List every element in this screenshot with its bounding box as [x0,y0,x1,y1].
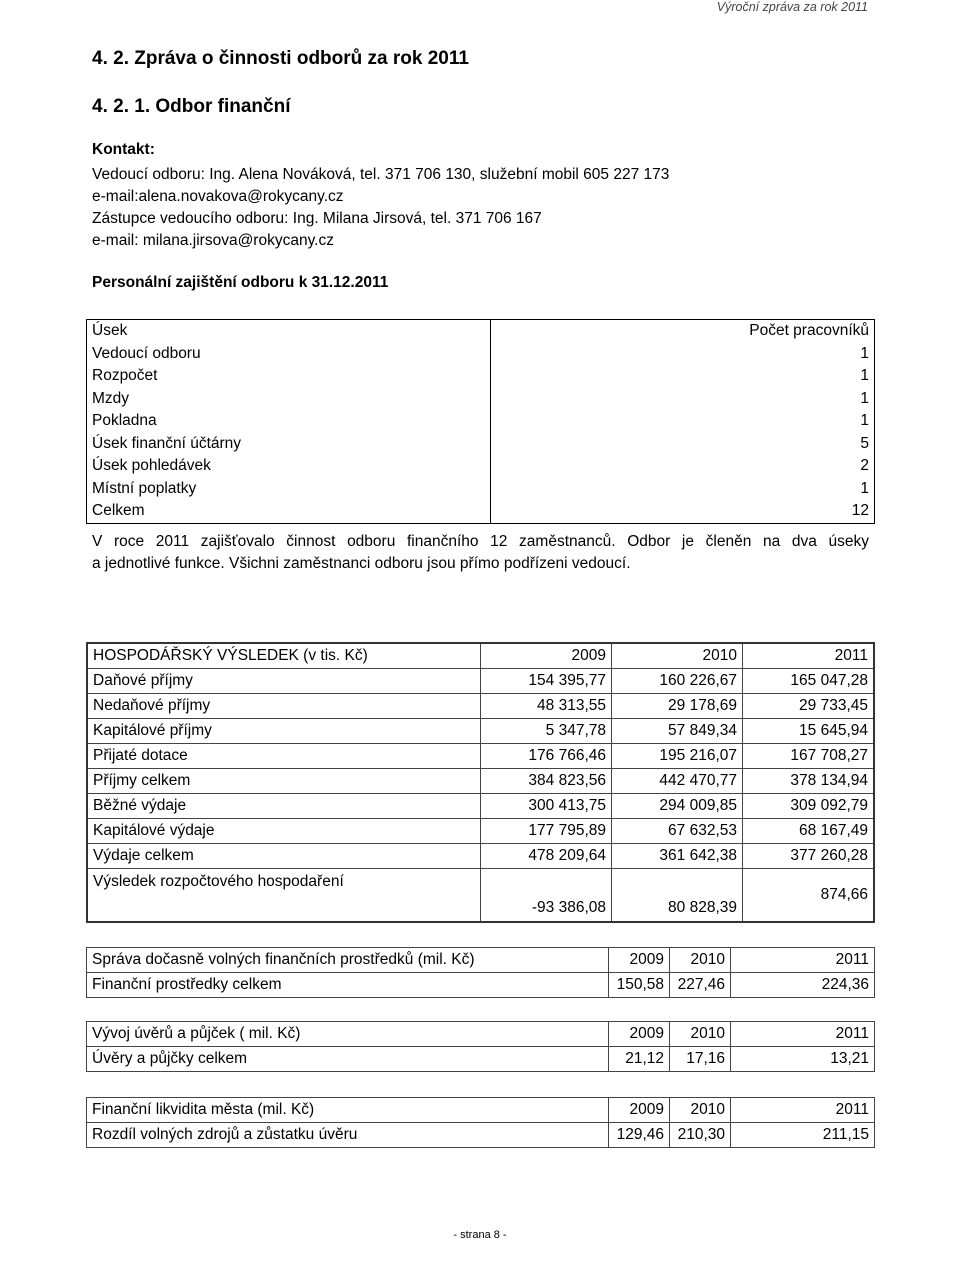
table-cell: 15 645,94 [743,719,875,744]
table-cell: 167 708,27 [743,744,875,769]
table-cell: 176 766,46 [481,744,612,769]
table-cell: 361 642,38 [612,844,743,869]
table-cell: 300 413,75 [481,794,612,819]
table-cell: Úsek finanční účtárny [87,433,491,456]
table-row [87,869,874,923]
table-header-cell: HOSPODÁŘSKÝ VÝSLEDEK (v tis. Kč) [87,643,481,669]
table-cell: 160 226,67 [612,669,743,694]
table-cell: Příjmy celkem [87,769,481,794]
table-row [87,388,875,411]
table-header-cell: Vývoj úvěrů a půjček ( mil. Kč) [87,1022,609,1047]
table-cell: 378 134,94 [743,769,875,794]
table-header-cell: Správa dočasně volných finančních prostředků (mil. Kč) [87,948,609,973]
table-cell: Místní poplatky [87,478,491,501]
table-cell: 177 795,89 [481,819,612,844]
table-cell: 227,46 [670,973,731,998]
table-cell: 29 178,69 [612,694,743,719]
table-header-cell: 2010 [670,948,731,973]
table-cell: 150,58 [609,973,670,998]
table-cell: 195 216,07 [612,744,743,769]
contact-line: Vedoucí odboru: Ing. Alena Nováková, tel. 371 706 130, služební mobil 605 227 173 [92,166,670,183]
table-cell: 29 733,45 [743,694,875,719]
table-cell: 12 [491,500,875,523]
table-header-cell: 2010 [670,1022,731,1047]
table-header-cell: 2010 [612,643,743,669]
table-cell: 1 [491,478,875,501]
table-header-cell: 2009 [609,1098,670,1123]
table-header-row [87,1098,875,1123]
table-cell: 129,46 [609,1123,670,1148]
table-row [87,719,874,744]
table-cell: Celkem [87,500,491,523]
table-row [87,819,874,844]
table-cell: 210,30 [670,1123,731,1148]
contact-email: e-mail: milana.jirsova@rokycany.cz [92,232,334,249]
table-cell: Daňové příjmy [87,669,481,694]
table-cell: 57 849,34 [612,719,743,744]
table-cell: Kapitálové výdaje [87,819,481,844]
table-cell: 48 313,55 [481,694,612,719]
table-cell: 17,16 [670,1047,731,1072]
table-cell: Úvěry a půjčky celkem [87,1047,609,1072]
table-cell: 874,66 [743,869,875,923]
table-header-cell: 2011 [743,643,875,669]
table-header-cell: 2009 [609,948,670,973]
table-header-cell: 2011 [731,948,875,973]
table-header-cell: Finanční likvidita města (mil. Kč) [87,1098,609,1123]
liquidity-table [86,1097,875,1148]
table-cell: Finanční prostředky celkem [87,973,609,998]
table-cell: Výsledek rozpočtového hospodaření [87,869,481,923]
table-row [87,365,875,388]
table-row [87,1123,875,1148]
table-cell: 21,12 [609,1047,670,1072]
table-cell: 384 823,56 [481,769,612,794]
table-cell: Běžné výdaje [87,794,481,819]
table-header-row [87,320,875,343]
table-row [87,769,874,794]
table-cell: 154 395,77 [481,669,612,694]
subsection-heading: 4. 2. 1. Odbor finanční [92,96,291,117]
table-cell: 165 047,28 [743,669,875,694]
table-cell: Vedoucí odboru [87,343,491,366]
table-cell: Kapitálové příjmy [87,719,481,744]
table-cell: Rozdíl volných zdrojů a zůstatku úvěru [87,1123,609,1148]
table-row [87,844,874,869]
table-row [87,455,875,478]
staff-table [86,319,875,524]
funds-table [86,947,875,998]
table-cell: 80 828,39 [612,869,743,923]
table-header-cell: Počet pracovníků [491,320,875,343]
table-header-row [87,1022,875,1047]
table-header-cell: 2010 [670,1098,731,1123]
table-header-cell: 2011 [731,1022,875,1047]
page-number: - strana 8 - [453,1229,507,1241]
table-row [87,1047,875,1072]
table-row [87,433,875,456]
contact-line: Zástupce vedoucího odboru: Ing. Milana Jirsová, tel. 371 706 167 [92,210,542,227]
table-header-cell: Úsek [87,320,491,343]
table-cell: 1 [491,388,875,411]
table-cell: 1 [491,410,875,433]
table-cell: 13,21 [731,1047,875,1072]
financial-results-table [86,642,875,923]
table-cell: 309 092,79 [743,794,875,819]
table-cell: 211,15 [731,1123,875,1148]
table-row [87,744,874,769]
table-cell: Přijaté dotace [87,744,481,769]
table-cell: 67 632,53 [612,819,743,844]
table-cell: -93 386,08 [481,869,612,923]
table-cell: Pokladna [87,410,491,433]
table-cell: 442 470,77 [612,769,743,794]
paragraph-line: a jednotlivé funkce. Všichni zaměstnanci odboru jsou přímo podřízeni vedoucí. [92,555,631,572]
section-heading: 4. 2. Zpráva o činnosti odborů za rok 2011 [92,48,469,69]
running-header: Výroční zpráva za rok 2011 [716,0,868,14]
table-cell: 68 167,49 [743,819,875,844]
contact-label: Kontakt: [92,141,155,158]
table-header-cell: 2009 [609,1022,670,1047]
table-cell: Mzdy [87,388,491,411]
table-header-row [87,948,875,973]
table-row [87,500,875,523]
table-header-cell: 2009 [481,643,612,669]
table-cell: 1 [491,365,875,388]
table-row [87,343,875,366]
table-cell: 478 209,64 [481,844,612,869]
table-cell: 2 [491,455,875,478]
table-cell: 5 347,78 [481,719,612,744]
table-row [87,669,874,694]
table-header-row [87,643,874,669]
table-cell: Nedaňové příjmy [87,694,481,719]
table-row [87,794,874,819]
table-row [87,973,875,998]
contact-email: e-mail:alena.novakova@rokycany.cz [92,188,344,205]
staff-heading: Personální zajištění odboru k 31.12.2011 [92,274,389,291]
table-cell: 5 [491,433,875,456]
table-cell: Výdaje celkem [87,844,481,869]
table-cell: Rozpočet [87,365,491,388]
table-cell: 294 009,85 [612,794,743,819]
table-row [87,410,875,433]
table-cell: 377 260,28 [743,844,875,869]
table-header-cell: 2011 [731,1098,875,1123]
paragraph-line: V roce 2011 zajišťovalo činnost odboru finančního 12 zaměstnanců. Odbor je členěn na dva úseky [92,533,869,550]
loans-table [86,1021,875,1072]
table-cell: Úsek pohledávek [87,455,491,478]
table-row [87,478,875,501]
table-cell: 224,36 [731,973,875,998]
table-row [87,694,874,719]
table-cell: 1 [491,343,875,366]
